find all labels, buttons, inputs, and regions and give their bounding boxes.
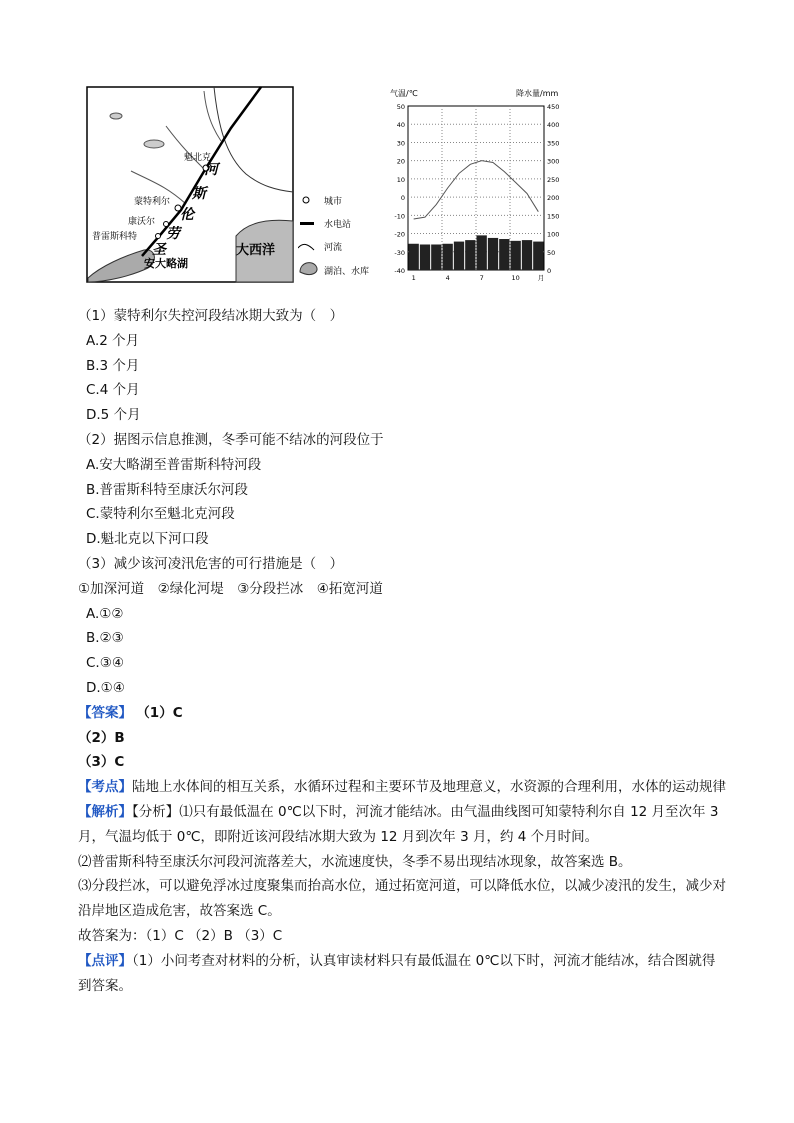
- right-tick-label: 250: [547, 175, 560, 184]
- answer-3: （3）C: [78, 754, 125, 771]
- precip-bar: [499, 239, 509, 270]
- answer-line: [78, 701, 728, 726]
- answer-2: （2）B: [78, 729, 125, 746]
- legend-city: 城市: [324, 197, 343, 207]
- precip-bar: [420, 244, 430, 270]
- q1-option-d: D.5 个月: [86, 407, 141, 424]
- dianping-tag: 【点评】: [78, 952, 132, 969]
- jiexi-text-1: 【分析】⑴只有最低温在 0℃以下时，河流才能结冰。由气温曲线图可知蒙特利尔自 12 月至次年 3 月，气温均低于 0℃，即附近该河段结冰期大致为 12 月到次年 3 月，约 4 个月时间。: [78, 803, 719, 845]
- map-label-he: 河: [204, 162, 218, 178]
- small-lake-2: [110, 113, 122, 119]
- left-tick-label: -20: [394, 230, 405, 239]
- left-tick-label: 50: [396, 103, 405, 111]
- precip-bar: [454, 242, 464, 270]
- kaodian-paragraph: [78, 775, 728, 800]
- q3-stem: （3）减少该河凌汛危害的可行措施是（ ）: [78, 555, 344, 572]
- dianping-text: （1）小问考查对材料的分析，认真审读材料只有最低温在 0℃以下时，河流才能结冰，结合图就得到答案。: [78, 952, 716, 994]
- q3-option-a: A.①②: [86, 605, 124, 622]
- legend-city-icon: [303, 197, 309, 203]
- left-tick-label: -30: [394, 248, 405, 257]
- right-tick-label: 400: [547, 121, 560, 130]
- x-tick-label: 1: [411, 274, 416, 282]
- legend-hydro: 水电站: [324, 220, 352, 230]
- q1-stem: （1）蒙特利尔失控河段结冰期大致为（ ）: [78, 308, 344, 324]
- jiexi-text-2: ⑵普雷斯科特至康沃尔河段河流落差大，水流速度快，冬季不易出现结冰现象，故答案选 B。: [78, 853, 632, 870]
- dianping-paragraph: [78, 949, 728, 999]
- precip-bar: [443, 244, 453, 270]
- left-tick-label: 30: [396, 139, 405, 148]
- climate-chart: [386, 86, 566, 286]
- q2-option-d: D.魁北克以下河口段: [86, 531, 209, 548]
- kaodian-text: 陆地上水体间的相互关系，水循环过程和主要环节及地理意义，水资源的合理利用，水体的运动规律: [132, 779, 726, 796]
- precip-bar: [431, 244, 441, 270]
- final-answer: 故答案为：（1）C （2）B （3）C: [78, 927, 283, 944]
- map-label-kangwoer: 康沃尔: [128, 217, 156, 227]
- left-tick-label: 0: [400, 194, 405, 203]
- left-tick-label: 20: [396, 157, 405, 166]
- legend-lake: 湖泊、水库: [324, 267, 370, 277]
- kaodian-tag: 【考点】: [78, 779, 132, 796]
- left-tick-label: 10: [396, 175, 405, 184]
- precip-bar: [522, 240, 532, 270]
- answer-1: （1）C: [136, 704, 183, 721]
- precip-bar: [488, 238, 498, 270]
- right-tick-label: 300: [547, 157, 560, 166]
- map-label-sheng: 圣: [152, 242, 166, 258]
- map-label-si: 斯: [192, 186, 206, 202]
- legend-river-icon: [298, 244, 314, 250]
- chart-left-title: 气温/℃: [390, 89, 418, 98]
- q2-option-a: A.安大略湖至普雷斯科特河段: [86, 456, 262, 473]
- answer-tag: 【答案】: [78, 704, 132, 721]
- city-puleisikete: [156, 234, 161, 239]
- left-tick-label: -10: [394, 212, 405, 221]
- right-tick-label: 350: [547, 139, 560, 148]
- figure-area: [86, 86, 566, 286]
- q3-option-d: D.①④: [86, 679, 125, 696]
- q3-choices: ①加深河道 ②绿化河堤 ③分段拦冰 ④拓宽河道: [78, 580, 383, 597]
- q1-option-b: B.3 个月: [86, 357, 140, 374]
- river-map: [86, 86, 296, 284]
- jiexi-tag: 【解析】: [78, 803, 132, 820]
- q2-stem: （2）据图示信息推测，冬季可能不结冰的河段位于: [78, 431, 384, 448]
- precip-bar: [409, 244, 419, 270]
- q1-option-c: C.4 个月: [86, 382, 140, 399]
- q3-option-b: B.②③: [86, 630, 124, 647]
- jiexi-text-3: ⑶分段拦冰，可以避免浮冰过度聚集而抬高水位，通过拓宽河道，可以降低水位，以减少凌汛的发生，减少对沿岸地区造成危害，故答案选 C。: [78, 878, 726, 920]
- x-tick-label: 月: [537, 274, 545, 282]
- legend-hydro-icon: [300, 222, 314, 225]
- legend-river: 河流: [324, 243, 343, 253]
- right-tick-label: 150: [547, 212, 560, 221]
- legend-lake-icon: [300, 263, 317, 275]
- q2-option-c: C.蒙特利尔至魁北克河段: [86, 506, 235, 523]
- chart-right-title: 降水量/mm: [516, 89, 559, 98]
- precip-bar: [533, 242, 543, 270]
- precip-bar: [511, 241, 521, 270]
- x-tick-label: 7: [479, 274, 484, 282]
- q1-option-a: A.2 个月: [86, 332, 140, 349]
- map-label-kuibeike: 魁北克: [184, 153, 212, 163]
- map-label-andaluehu: 安大略湖: [144, 257, 188, 270]
- right-tick-label: 50: [547, 248, 556, 257]
- map-label-puleisikete: 普雷斯科特: [92, 232, 138, 242]
- q2-option-b: B.普雷斯科特至康沃尔河段: [86, 481, 249, 498]
- right-tick-label: 0: [547, 267, 552, 275]
- x-tick-label: 10: [511, 274, 520, 282]
- left-tick-label: -40: [394, 267, 405, 275]
- question-body: [78, 304, 728, 998]
- map-label-lun: 伦: [180, 207, 194, 223]
- right-tick-label: 100: [547, 230, 560, 239]
- map-label-mengteliaer: 蒙特利尔: [134, 197, 171, 207]
- small-lake-1: [144, 140, 164, 148]
- precip-bar: [477, 235, 487, 270]
- left-tick-label: 40: [396, 121, 405, 130]
- q3-option-c: C.③④: [86, 655, 124, 672]
- right-tick-label: 450: [547, 103, 560, 111]
- map-label-daxiyang: 大西洋: [236, 243, 276, 258]
- x-tick-label: 4: [445, 274, 450, 282]
- jiexi-paragraph: [78, 800, 728, 850]
- precip-bar: [465, 240, 475, 270]
- map-legend: [298, 186, 390, 286]
- right-tick-label: 200: [547, 194, 560, 203]
- map-label-lao: 劳: [166, 226, 180, 242]
